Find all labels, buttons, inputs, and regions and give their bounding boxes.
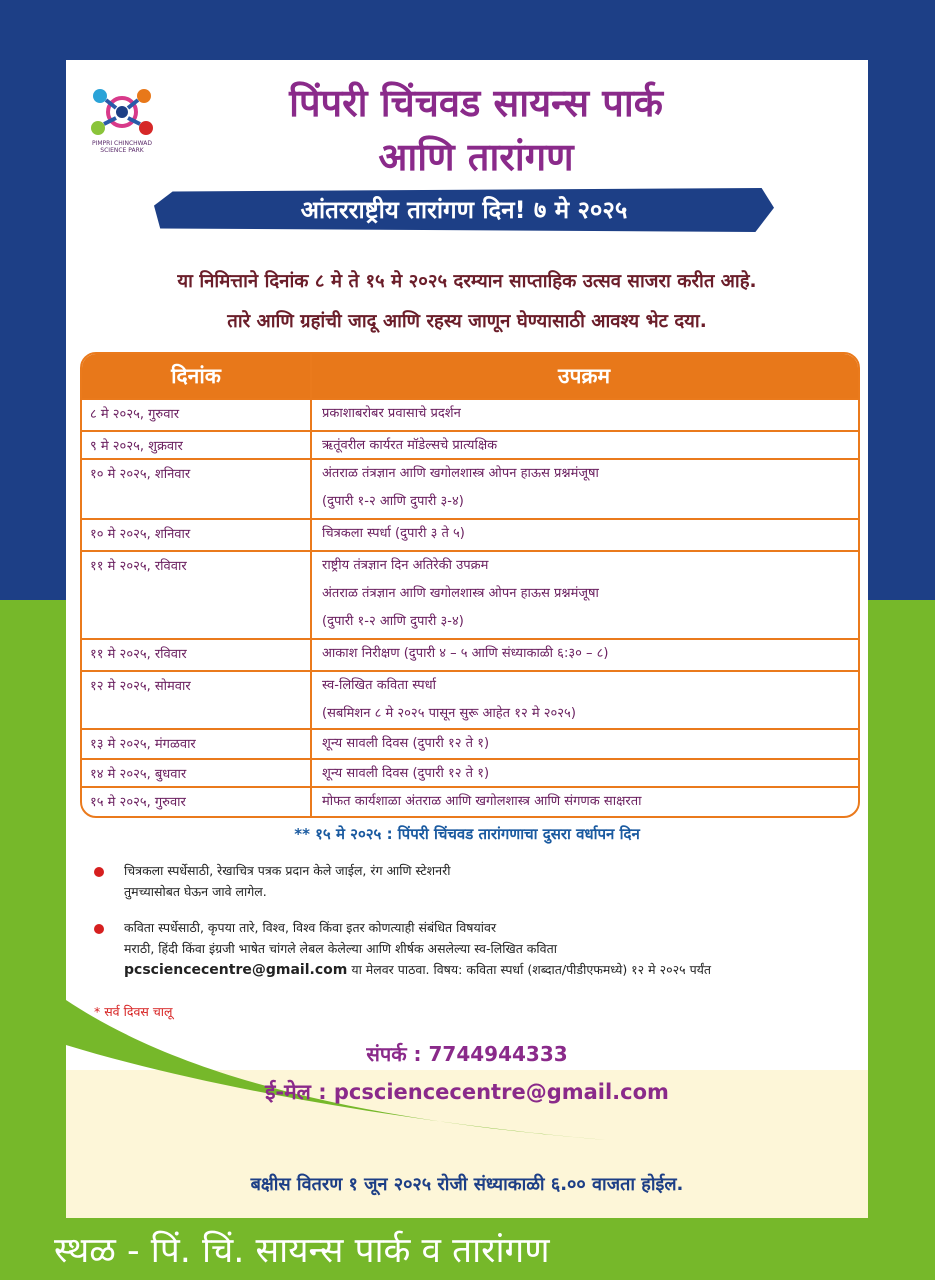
row-activity: स्व-लिखित कविता स्पर्धा (सबमिशन ८ मे २०२५ पासून सुरू आहेत १२ मे २०२५) xyxy=(322,678,576,721)
row-date: १५ मे २०२५, गुरुवार xyxy=(90,795,186,810)
poster-card xyxy=(66,60,868,1218)
bullet-icon xyxy=(94,867,104,877)
row-date: ९ मे २०२५, शुक्रवार xyxy=(90,439,183,454)
note-drawing: चित्रकला स्पर्धेसाठी, रेखाचित्र पत्रक प्रदान केले जाईल, रंग आणि स्टेशनरी तुमच्यासोबत घेऊन जावे लागेल. xyxy=(124,863,451,899)
table-row xyxy=(82,670,858,728)
row-activity: अंतराळ तंत्रज्ञान आणि खगोलशास्त्र ओपन हाऊस प्रश्नमंजूषा (दुपारी १-२ आणि दुपारी ३-४) xyxy=(322,466,599,509)
table-row xyxy=(82,550,858,638)
table-row xyxy=(82,728,858,758)
note-email-link[interactable]: pcsciencecentre@gmail.com xyxy=(124,962,348,978)
column-divider xyxy=(310,354,312,816)
row-activity: मोफत कार्यशाळा अंतराळ आणि खगोलशास्त्र आणि संगणक साक्षरता xyxy=(322,794,642,809)
row-activity: राष्ट्रीय तंत्रज्ञान दिन अतिरेकी उपक्रम अंतराळ तंत्रज्ञान आणि खगोलशास्त्र ओपन हाऊस प्रश्नमंजूषा (दुपारी १-२ आणि दुपारी ३-४) xyxy=(322,558,599,629)
row-activity: शून्य सावली दिवस (दुपारी १२ ते १) xyxy=(322,766,490,781)
venue-text: स्थळ - पिं. चिं. सायन्स पार्क व तारांगण xyxy=(54,1231,550,1271)
logo-caption: PIMPRI CHINCHWAD SCIENCE PARK xyxy=(91,140,153,154)
row-date: ८ मे २०२५, गुरुवार xyxy=(90,407,180,422)
column-header-date: दिनांक xyxy=(171,364,221,388)
table-row xyxy=(82,430,858,458)
row-activity: शून्य सावली दिवस (दुपारी १२ ते १) xyxy=(322,736,490,751)
contact-email[interactable]: ई-मेल : pcsciencecentre@gmail.com xyxy=(265,1080,669,1104)
table-row xyxy=(82,758,858,786)
row-date: १३ मे २०२५, मंगळवार xyxy=(90,737,196,752)
anniversary-note: ** १५ मे २०२५ : पिंपरी चिंचवड तारांगणाचा दुसरा वर्धापन दिन xyxy=(294,825,640,843)
bullet-icon xyxy=(94,924,104,934)
row-activity: प्रकाशाबरोबर प्रवासाचे प्रदर्शन xyxy=(322,406,461,421)
row-date: १४ मे २०२५, बुधवार xyxy=(90,767,187,782)
title-line2: आणि तारांगण xyxy=(378,135,574,179)
contact-phone[interactable]: संपर्क : 7744944333 xyxy=(366,1042,568,1066)
note-poetry: कविता स्पर्धेसाठी, कृपया तारे, विश्व, विश्व किंवा इतर कोणत्याही संबंधित विषयांवर मराठी, हिंदी किंवा इंग्रजी भाषेत चांगले लेबल केलेल्या आणि शीर्षक असलेल्या स्व-लिखित कविता pcsciencecentre@gmail.com या मेलवर पाठवा. विषय: कविता स्पर्धा (शब्दात/पीडीएफमध्ये) १२ मे २०२५ पर्यंत xyxy=(124,920,712,978)
title-line1: पिंपरी चिंचवड सायन्स पार्क xyxy=(289,81,663,125)
all-days-open: * सर्व दिवस चालू xyxy=(94,1004,173,1019)
schedule-table xyxy=(80,352,860,818)
row-date: ११ मे २०२५, रविवार xyxy=(90,559,187,574)
row-date: १० मे २०२५, शनिवार xyxy=(90,467,191,482)
row-date: ११ मे २०२५, रविवार xyxy=(90,647,187,662)
row-activity: ऋतूंवरील कार्यरत मॉडेल्सचे प्रात्यक्षिक xyxy=(322,438,498,453)
table-row xyxy=(82,786,858,818)
row-activity: आकाश निरीक्षण (दुपारी ४ – ५ आणि संध्याकाळी ६:३० – ८) xyxy=(322,646,609,661)
row-date: १२ मे २०२५, सोमवार xyxy=(90,679,191,694)
intro-line2: तारे आणि ग्रहांची जादू आणि रहस्य जाणून घेण्यासाठी आवश्य भेट दया. xyxy=(227,311,707,332)
column-header-activity: उपक्रम xyxy=(557,364,611,388)
table-row xyxy=(82,398,858,430)
table-row xyxy=(82,458,858,518)
row-date: १० मे २०२५, शनिवार xyxy=(90,527,191,542)
science-park-logo-icon xyxy=(86,78,158,168)
row-activity: चित्रकला स्पर्धा (दुपारी ३ ते ५) xyxy=(322,526,465,541)
prize-distribution: बक्षीस वितरण १ जून २०२५ रोजी संध्याकाळी ६.०० वाजता होईल. xyxy=(250,1174,684,1195)
intro-line1: या निमित्ताने दिनांक ८ मे ते १५ मे २०२५ दरम्यान साप्ताहिक उत्सव साजरा करीत आहे. xyxy=(177,271,757,292)
table-header xyxy=(82,354,858,398)
table-row xyxy=(82,518,858,550)
table-row xyxy=(82,638,858,670)
banner-text: आंतरराष्ट्रीय तारांगण दिन! ७ मे २०२५ xyxy=(300,196,628,224)
